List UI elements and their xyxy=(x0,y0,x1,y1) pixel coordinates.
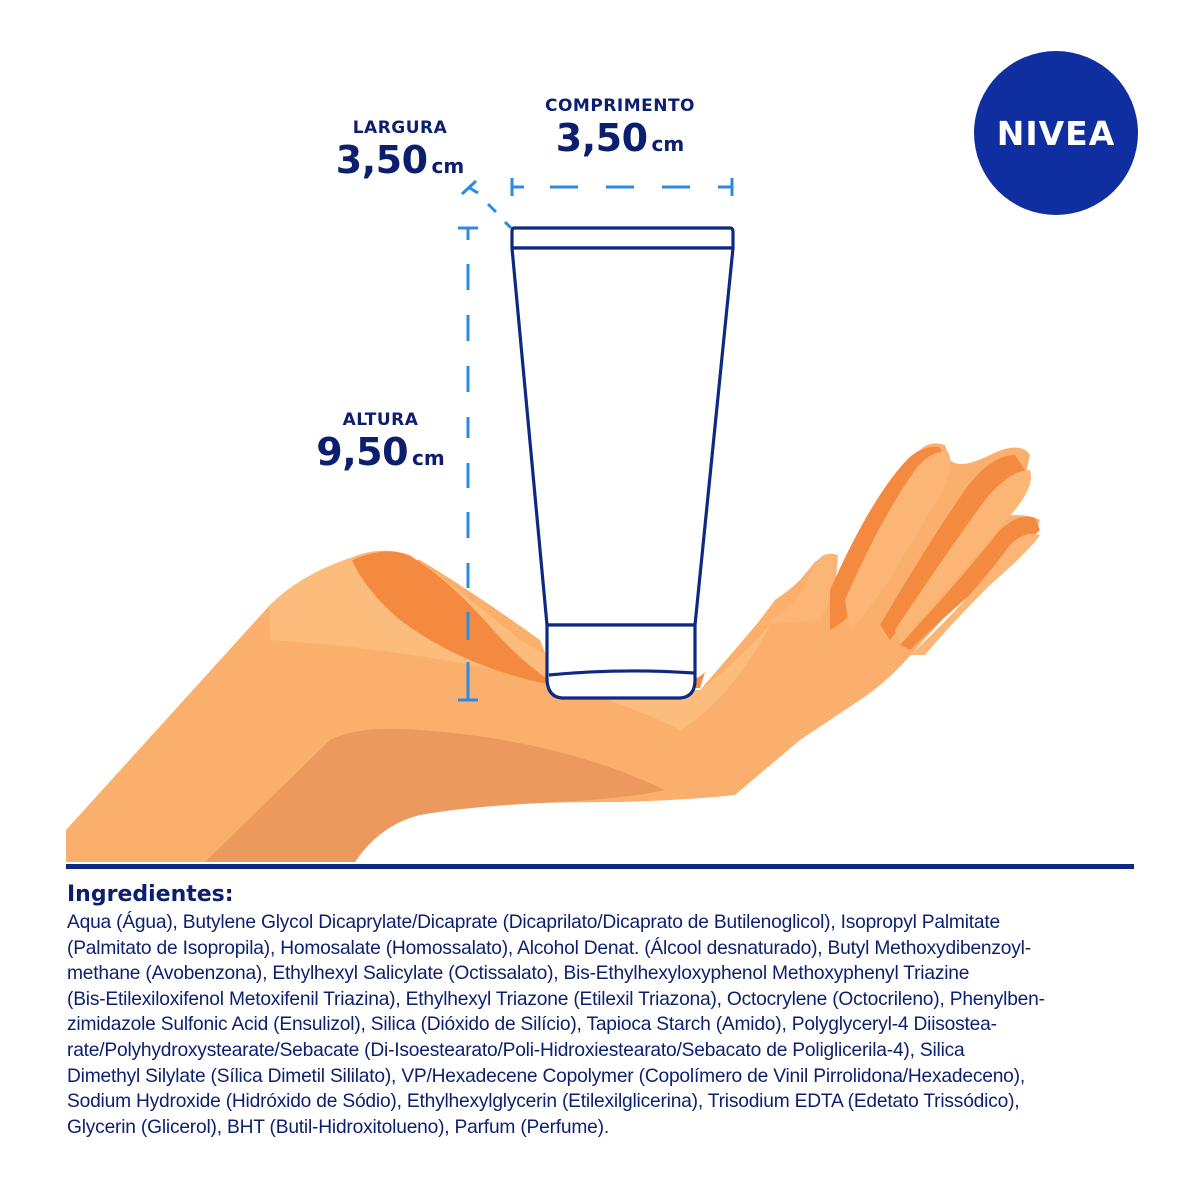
dimension-label-altura xyxy=(308,410,453,474)
altura-value-group xyxy=(308,430,453,474)
ingredients-line: (Bis-Etilexiloxifenol Metoxifenil Triazina), Ethylhexyl Triazone (Etilexil Triazona), Octocrylene (Octocrileno), Phenylben- xyxy=(67,988,1045,1010)
ingredients-line: methane (Avobenzona), Ethylhexyl Salicylate (Octissalato), Bis-Ethylhexyloxyphenol Methoxyphenyl Triazine xyxy=(67,963,970,985)
largura-unit: cm xyxy=(431,154,465,178)
comprimento-label: COMPRIMENTO xyxy=(544,96,696,116)
nivea-logo xyxy=(974,51,1138,215)
largura-value: 3,50 xyxy=(335,138,428,182)
ingredients-line: Glycerin (Glicerol), BHT (Butil-Hidroxitolueno), Parfum (Perfume). xyxy=(67,1116,609,1138)
ingredients-line: zimidazole Sulfonic Acid (Ensulizol), Silica (Dióxido de Silício), Tapioca Starch (Amido), Polyglyceryl-4 Diisostea- xyxy=(67,1014,997,1036)
section-divider xyxy=(66,864,1134,869)
tube-illustration xyxy=(512,228,733,698)
comprimento-value: 3,50 xyxy=(555,116,648,160)
ingredients-title: Ingredientes: xyxy=(67,882,234,907)
ingredients-line: Sodium Hydroxide (Hidróxido de Sódio), Ethylhexylglycerin (Etilexilglicerina), Trisodium EDTA (Edetato Trissódico), xyxy=(67,1091,1020,1113)
comprimento-unit: cm xyxy=(651,132,685,156)
dimension-label-largura xyxy=(325,118,475,182)
altura-value: 9,50 xyxy=(316,430,409,474)
logo-text: NIVEA xyxy=(996,113,1116,153)
altura-label: ALTURA xyxy=(342,410,419,430)
largura-label: LARGURA xyxy=(352,118,448,138)
ingredients-line: Dimethyl Silylate (Sílica Dimetil Sililato), VP/Hexadecene Copolymer (Copolímero de Vinil Pirrolidona/Hexadeceno), xyxy=(67,1065,1025,1087)
comprimento-value-group xyxy=(530,116,710,160)
ingredients-line: Aqua (Água), Butylene Glycol Dicaprylate/Dicaprate (Dicaprilato/Dicaprato de Butilenoglicol), Isopropyl Palmitate xyxy=(67,912,1000,933)
ingredients-line: (Palmitato de Isopropila), Homosalate (Homossalato), Alcohol Denat. (Álcool desnaturado), Butyl Methoxydibenzoyl- xyxy=(67,937,1031,959)
dimension-label-comprimento xyxy=(530,96,710,160)
ingredients-section xyxy=(67,880,1142,1140)
ingredients-line: rate/Polyhydroxystearate/Sebacate (Di-Isoestearato/Poli-Hidroxiestearato/Sebacato de Poliglicerila-4), Silica xyxy=(67,1039,965,1061)
largura-value-group xyxy=(325,138,475,182)
altura-unit: cm xyxy=(412,446,445,470)
